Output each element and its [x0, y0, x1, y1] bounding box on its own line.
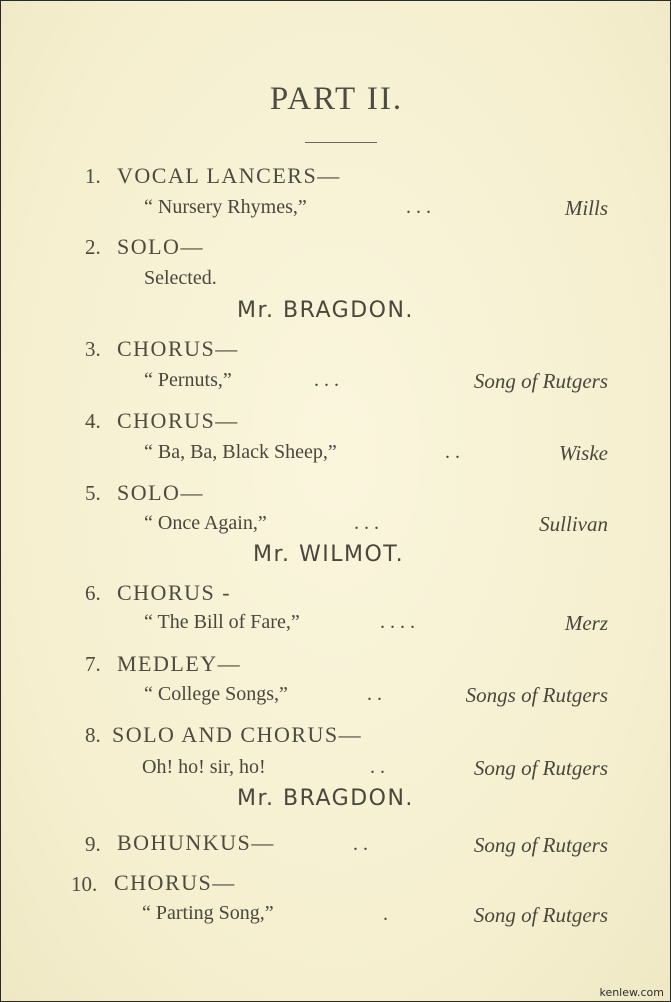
item-composer: Mills	[564, 196, 608, 220]
item-heading: CHORUS—	[117, 408, 239, 433]
item-number: 3.	[85, 337, 101, 361]
item-number: 2.	[85, 235, 101, 259]
item-heading: BOHUNKUS—	[117, 830, 275, 855]
item-composer: Merz	[564, 611, 608, 635]
item-composer: Song of Rutgers	[473, 903, 608, 927]
item-song: “ College Songs,”	[144, 683, 288, 705]
item-dots: . .	[370, 756, 385, 778]
item-heading: CHORUS—	[117, 336, 239, 361]
item-dots: . .	[367, 683, 382, 705]
item-dots: . . .	[314, 369, 339, 391]
item-dots: . . . .	[380, 611, 415, 633]
item-dots: . . .	[406, 196, 431, 218]
item-number: 7.	[85, 652, 101, 676]
item-dots: .	[383, 903, 388, 925]
item-song: “ Pernuts,”	[144, 369, 232, 391]
item-heading: SOLO—	[117, 480, 204, 505]
item-song: Oh! ho! sir, ho!	[142, 756, 266, 778]
title-rule	[305, 142, 377, 143]
item-song: “ Once Again,”	[144, 512, 267, 534]
item-song: “ Parting Song,”	[142, 902, 274, 924]
item-heading: VOCAL LANCERS—	[117, 163, 341, 188]
item-composer: Song of Rutgers	[473, 833, 608, 857]
item-number: 6.	[85, 581, 101, 605]
item-composer: Sullivan	[539, 512, 608, 536]
item-heading: SOLO AND CHORUS—	[112, 722, 363, 747]
item-performer: Mr. BRAGDON.	[237, 298, 414, 323]
item-number: 1.	[85, 164, 101, 188]
item-heading: CHORUS -	[117, 580, 232, 605]
item-number: 8.	[85, 723, 101, 747]
watermark: kenlew.com	[599, 986, 664, 999]
item-composer: Wiske	[559, 441, 608, 465]
item-heading: SOLO—	[117, 234, 204, 259]
item-song: “ Ba, Ba, Black Sheep,”	[144, 441, 337, 463]
item-number: 5.	[85, 481, 101, 505]
item-song: “ Nursery Rhymes,”	[144, 196, 307, 218]
item-number: 4.	[85, 409, 101, 433]
item-dots: . .	[353, 833, 368, 855]
item-song: “ The Bill of Fare,”	[144, 611, 300, 633]
item-dots: . . .	[354, 512, 379, 534]
item-number: 9.	[85, 832, 101, 856]
item-composer: Songs of Rutgers	[465, 683, 608, 707]
item-number: 10.	[71, 872, 98, 896]
item-composer: Song of Rutgers	[473, 369, 608, 393]
item-dots: . .	[445, 441, 460, 463]
item-heading: MEDLEY—	[117, 651, 242, 676]
item-heading: CHORUS—	[114, 870, 236, 895]
item-performer: Mr. WILMOT.	[253, 542, 405, 567]
item-composer: Song of Rutgers	[473, 756, 608, 780]
item-song: Selected.	[144, 267, 217, 289]
item-performer: Mr. BRAGDON.	[237, 786, 414, 811]
page-title: PART II.	[269, 81, 404, 117]
